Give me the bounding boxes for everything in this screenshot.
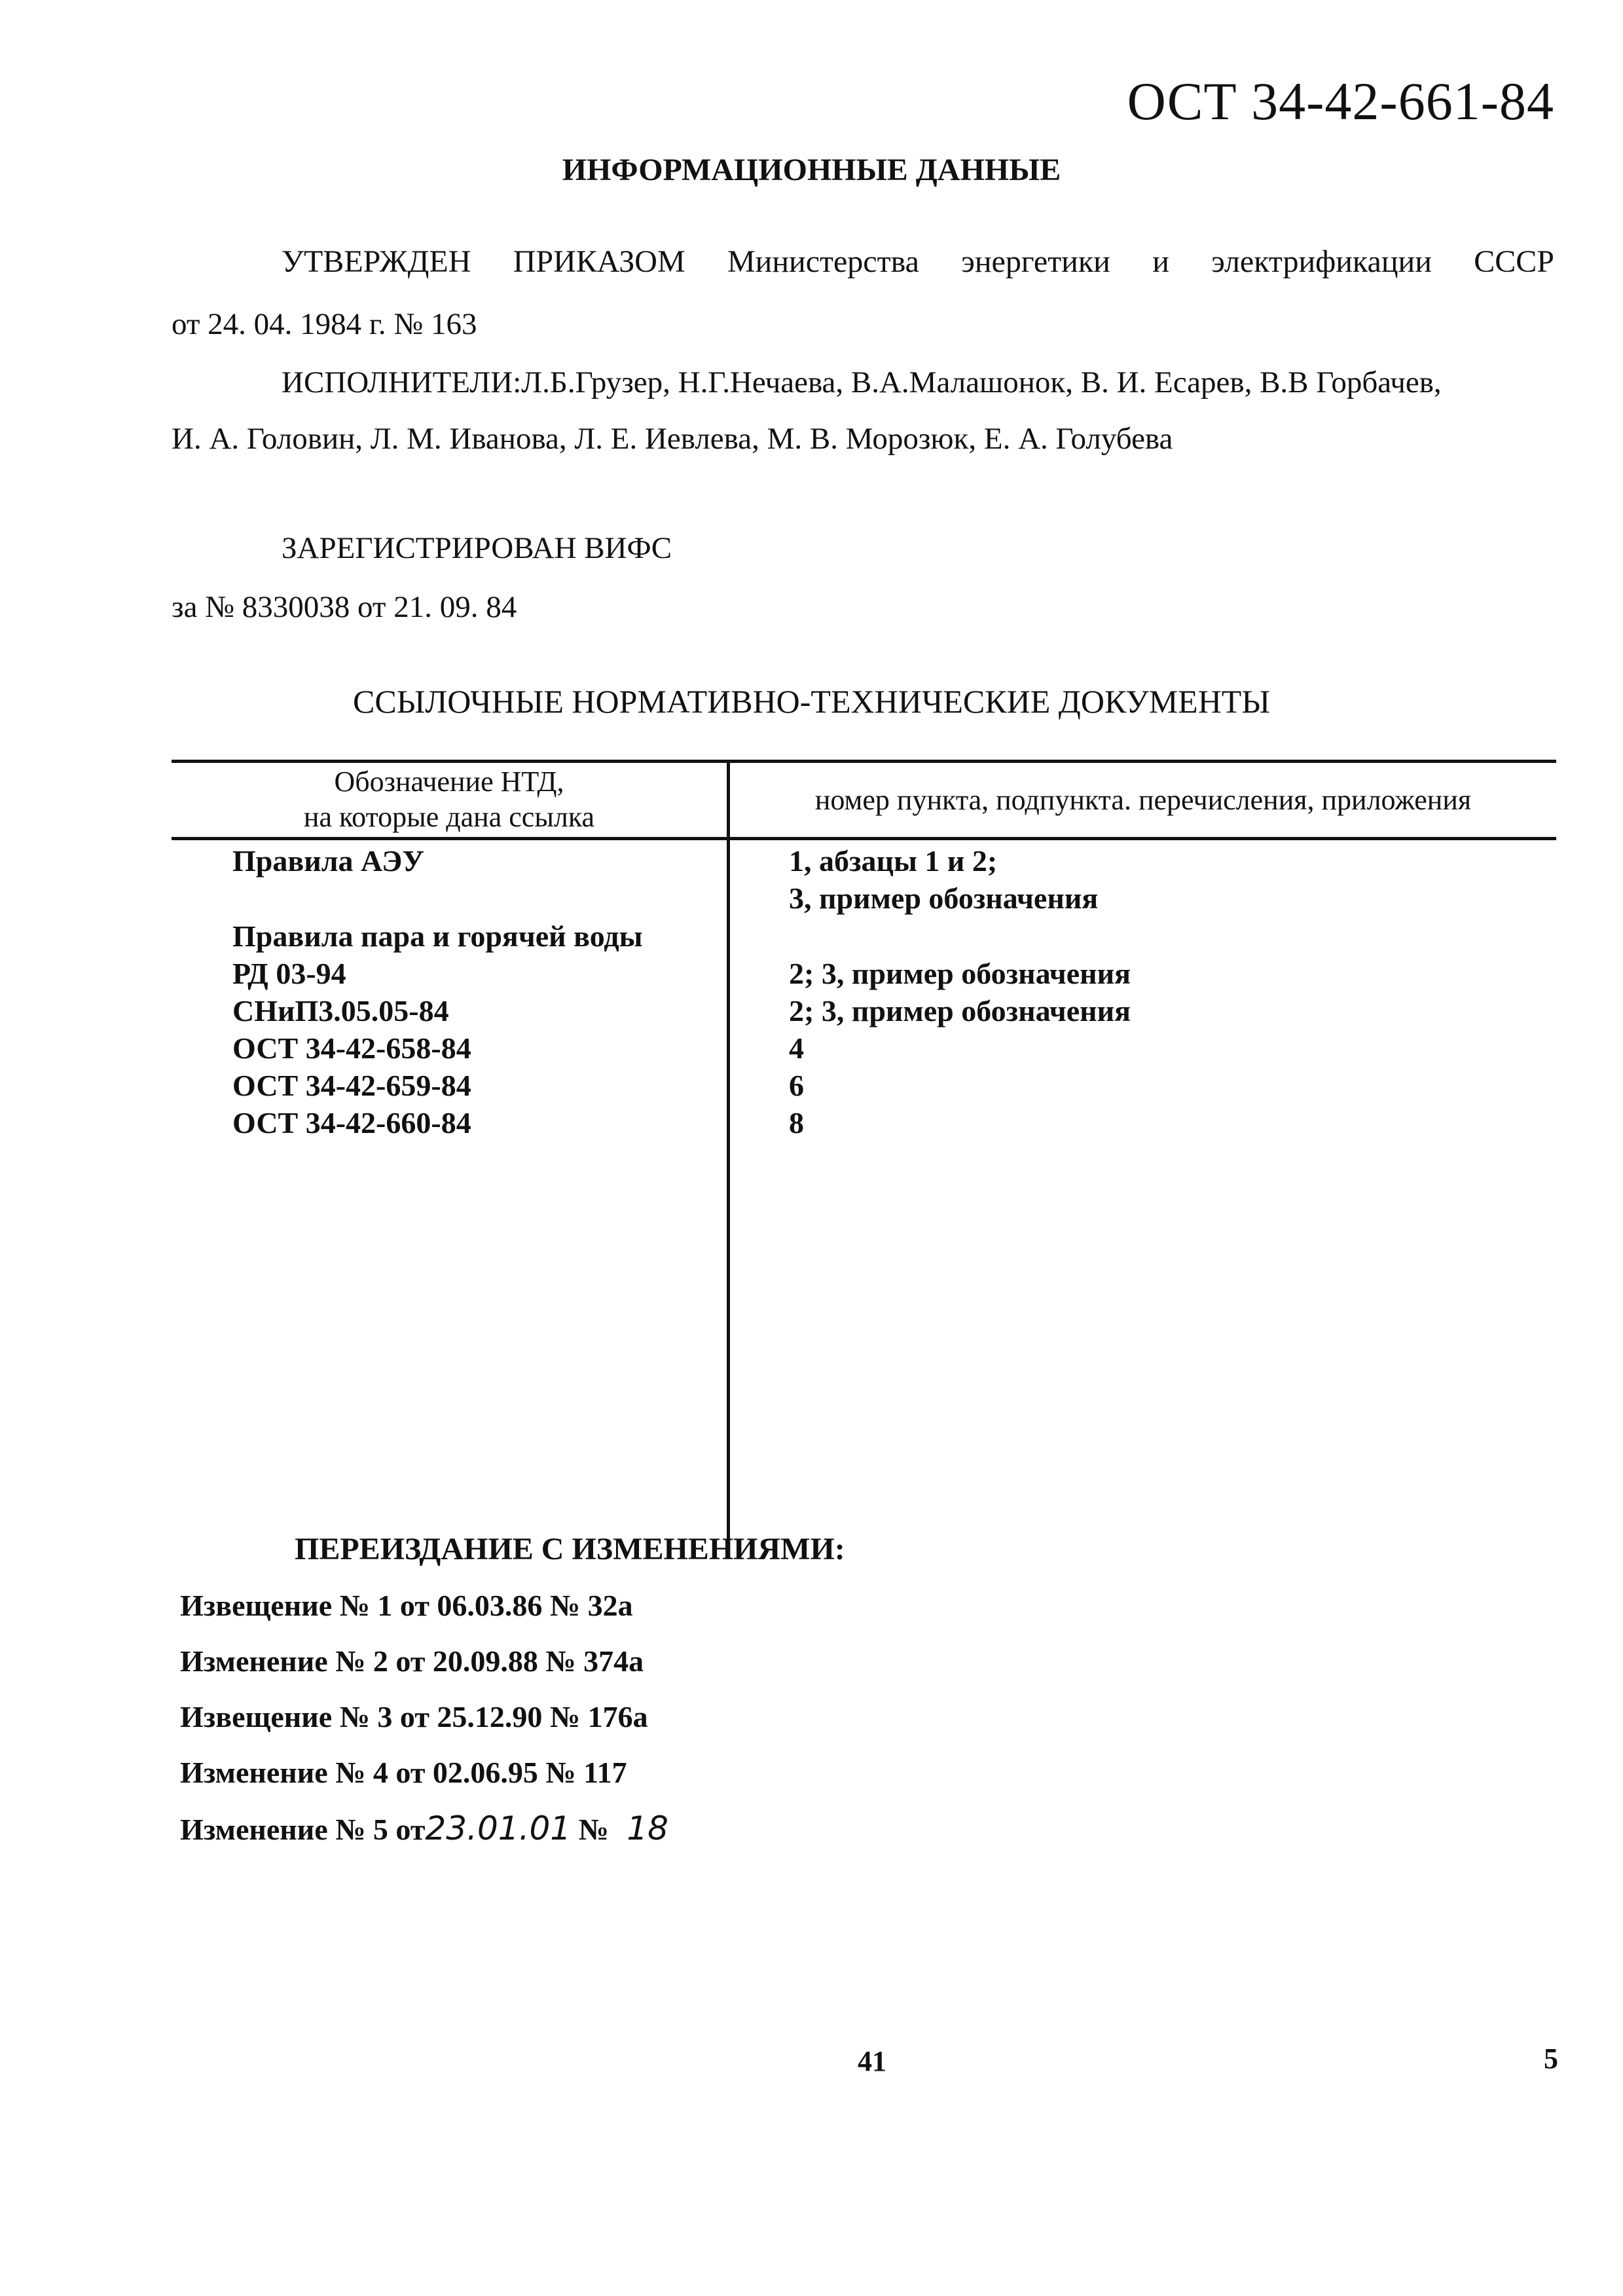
approved-word: СССР: [1474, 244, 1554, 279]
table-cell-designation: РД 03-94: [232, 957, 346, 990]
table-cell-designation: ОСТ 34-42-659-84: [232, 1069, 471, 1102]
page-number-right: 5: [1544, 2043, 1558, 2075]
table-top-rule: [172, 760, 1556, 763]
approved-word: и: [1152, 244, 1169, 279]
revision-item: Изменение № 2 от 20.09.88 № 374а: [180, 1644, 644, 1678]
revision-last-no-label: №: [578, 1813, 609, 1846]
revisions-title: ПЕРЕИЗДАНИЕ С ИЗМЕНЕНИЯМИ:: [295, 1532, 845, 1566]
references-title: ССЫЛОЧНЫЕ НОРМАТИВНО-ТЕХНИЧЕСКИЕ ДОКУМЕНТЫ: [353, 683, 1270, 720]
table-cell-clause: 1, абзацы 1 и 2;: [789, 844, 998, 878]
approved-word: ПРИКАЗОМ: [513, 244, 685, 279]
table-cell-clause: 2; 3, пример обозначения: [789, 994, 1131, 1028]
table-cell-clause: 4: [789, 1031, 804, 1065]
approved-date: от 24. 04. 1984 г. № 163: [172, 307, 477, 341]
col2-header: номер пункта, подпункта. перечисления, приложения: [814, 784, 1472, 816]
table-cell-clause: 3, пример обозначения: [789, 881, 1099, 915]
col1-header-line2: на которые дана ссылка: [303, 801, 595, 833]
approved-line: [282, 244, 1554, 280]
table-cell-designation: ОСТ 34-42-660-84: [232, 1106, 471, 1139]
handwritten-date: 23.01.01: [425, 1809, 572, 1847]
info-title: ИНФОРМАЦИОННЫЕ ДАННЫЕ: [562, 153, 1061, 187]
table-cell-designation: Правила пара и горячей воды: [232, 919, 643, 953]
table-cell-designation: ОСТ 34-42-658-84: [232, 1031, 471, 1065]
executors-line-2: И. А. Головин, Л. М. Иванова, Л. Е. Иевлева, М. В. Морозюк, Е. А. Голубева: [172, 422, 1173, 456]
revision-item: Извещение № 3 от 25.12.90 № 176а: [180, 1700, 648, 1733]
approved-word: Министерства: [727, 244, 919, 279]
page-number-center: 41: [858, 2045, 886, 2077]
document-code: ОСТ 34-42-661-84: [1127, 71, 1554, 131]
revision-item: Извещение № 1 от 06.03.86 № 32а: [180, 1589, 633, 1622]
revision-item: Изменение № 4 от 02.06.95 № 117: [180, 1756, 627, 1789]
approved-word: УТВЕРЖДЕН: [282, 244, 471, 279]
registered-line-1: ЗАРЕГИСТРИРОВАН ВИФС: [282, 531, 672, 565]
table-cell-clause: 2; 3, пример обозначения: [789, 957, 1131, 990]
table-cell-designation: Правила АЭУ: [232, 844, 425, 878]
approved-word: энергетики: [961, 244, 1110, 279]
executors-line-1: ИСПОЛНИТЕЛИ:Л.Б.Грузер, Н.Г.Нечаева, В.А.Малашонок, В. И. Есарев, В.В Горбачев,: [282, 365, 1442, 399]
revision-item-last: [180, 1809, 668, 1847]
col1-header-line1: Обозначение НТД,: [334, 766, 564, 798]
table-column-divider: [727, 760, 730, 1543]
registered-line-2: за № 8330038 от 21. 09. 84: [172, 590, 517, 624]
handwritten-number: 18: [627, 1809, 668, 1847]
approved-word: электрификации: [1211, 244, 1432, 279]
table-cell-designation: СНиП3.05.05-84: [232, 994, 449, 1028]
revision-last-prefix: Изменение № 5 от: [180, 1813, 426, 1846]
table-cell-clause: 8: [789, 1106, 804, 1139]
table-header-rule: [172, 837, 1556, 840]
table-cell-clause: 6: [789, 1069, 804, 1102]
